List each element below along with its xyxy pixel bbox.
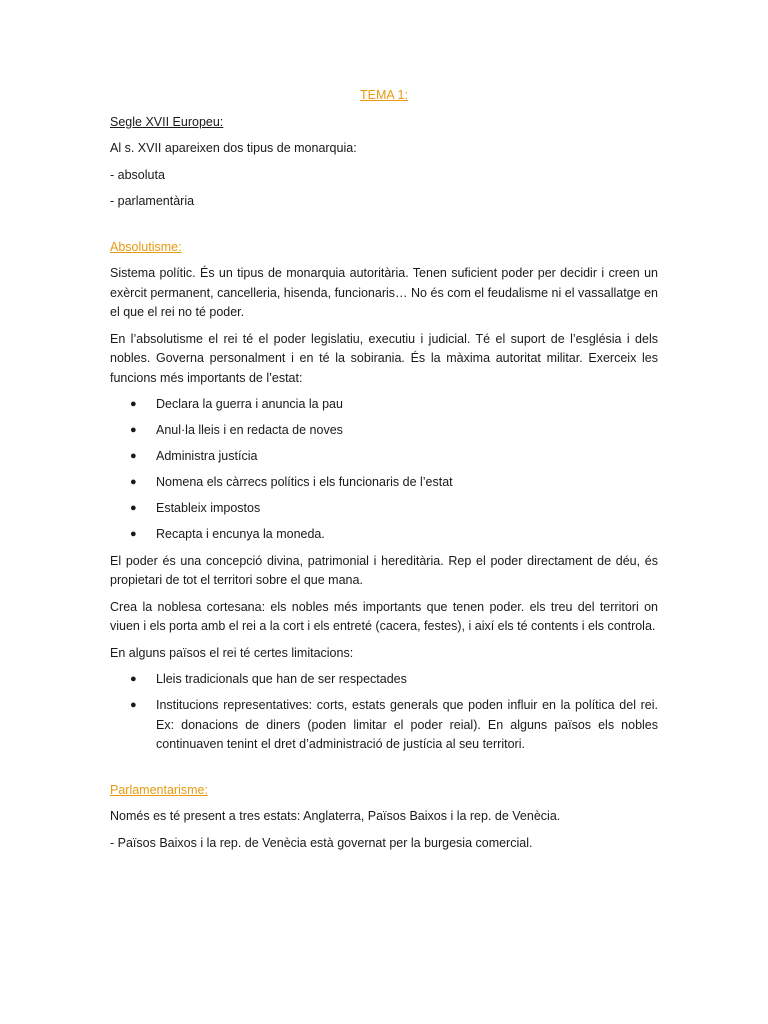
bullet-icon: ●	[130, 398, 137, 410]
absolutisme-heading: Absolutisme:	[110, 239, 182, 254]
list-item: ● Lleis tradicionals que han de ser respectades	[110, 670, 658, 690]
bullet-icon: ●	[130, 673, 137, 685]
document-content	[110, 86, 658, 860]
intro-item-absoluta: - absoluta	[110, 167, 165, 182]
spacer	[110, 219, 658, 238]
spacer	[110, 762, 658, 781]
absolutisme-paragraph: En alguns països el rei té certes limitacions:	[110, 645, 354, 660]
bullet-icon: ●	[130, 502, 137, 514]
list-item: ● Administra justícia	[110, 447, 658, 467]
parlamentarisme-paragraph: Només es té present a tres estats: Anglaterra, Països Baixos i la rep. de Venècia.	[110, 809, 561, 823]
document-title: TEMA 1:	[360, 88, 408, 102]
section-subtitle: Segle XVII Europeu:	[110, 114, 224, 129]
bullet-icon: ●	[130, 424, 137, 436]
list-item: ● Recapta i encunya la moneda.	[110, 525, 658, 545]
bullet-icon: ●	[130, 450, 137, 462]
list-item: ● Nomena els càrrecs polítics i els funcionaris de l’estat	[110, 473, 658, 493]
list-item: ● Estableix impostos	[110, 499, 658, 519]
list-item: ● Declara la guerra i anuncia la pau	[110, 395, 658, 415]
bullet-icon: ●	[130, 699, 137, 711]
parlamentarisme-paragraph: - Països Baixos i la rep. de Venècia està governat per la burgesia comercial.	[110, 835, 533, 850]
bullet-icon: ●	[130, 528, 137, 540]
intro-item-parlamentaria: - parlamentària	[110, 194, 195, 208]
list-item: ● Anul·la lleis i en redacta de noves	[110, 421, 658, 441]
absolutisme-paragraph: Sistema polític. És un tipus de monarquia autoritària. Tenen suficient poder per decidir i creen un exèrcit permanent, cancelleria, hisenda, funcionaris… No és com el feudalisme ni el vassallatge en el que el rei no té poder.	[110, 266, 658, 319]
limitations-list	[110, 670, 658, 755]
absolutisme-paragraph: En l’absolutisme el rei té el poder legislatiu, executiu i judicial. Té el suport de l’església i dels nobles. Governa personalment i en té la sobirania. És la màxima autoritat militar. Exerceix les funcions més importants de l’estat:	[110, 331, 658, 385]
absolutisme-paragraph: El poder és una concepció divina, patrimonial i hereditària. Rep el poder directament de déu, és propietari de tot el territori sobre el que mana.	[110, 553, 658, 587]
list-item: ● Institucions representatives: corts, estats generals que poden influir en la política del rei. Ex: donacions de diners (poden limitar el poder reial). En alguns països els nobles continuaven tenint el dret d’administració de justícia al seu territori.	[130, 698, 658, 751]
bullet-icon: ●	[130, 476, 137, 488]
absolutisme-paragraph: Crea la noblesa cortesana: els nobles més importants que tenen poder. els treu del territori on viuen i els porta amb el rei a la cort i els entreté (cacera, festes), i així els té contents i els controla.	[110, 599, 658, 633]
intro-line: Al s. XVII apareixen dos tipus de monarquia:	[110, 141, 357, 155]
functions-list	[110, 395, 658, 545]
parlamentarisme-heading: Parlamentarisme:	[110, 782, 208, 797]
